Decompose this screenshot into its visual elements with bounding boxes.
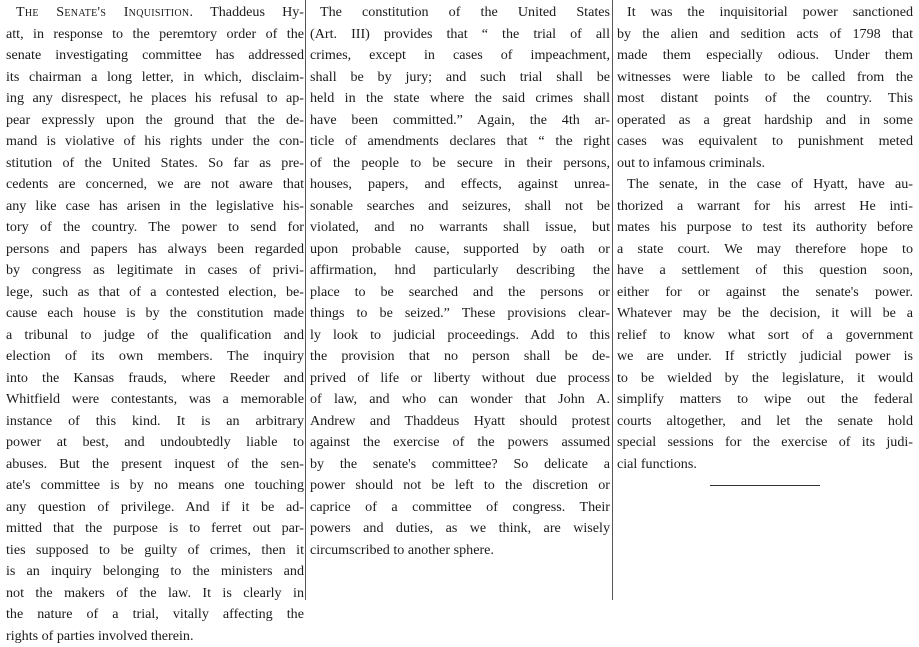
article-text-line: ticle of amendments declares that “ the right [310, 131, 610, 153]
article-text-line: abuses. But the present inquest of the sen- [6, 454, 304, 476]
article-text-line [6, 2, 304, 24]
article-heading: The Senate's Inquisition. [16, 4, 193, 20]
article-text-line: election of its own members. The inquiry [6, 346, 304, 368]
article-text-line: crimes, except in cases of impeachment, [310, 45, 610, 67]
article-text-line: any like case has arisen in the legislative his- [6, 196, 304, 218]
article-text-line: sonable searches and seizures, shall not be [310, 196, 610, 218]
article-text-line: cases was equivalent to punishment meted [617, 131, 913, 153]
article-text-line: ate's committee is by no means one touching [6, 475, 304, 497]
article-text-line: It was the inquisitorial power sanctioned [617, 2, 913, 24]
article-column-2 [310, 2, 610, 561]
article-text-line: The constitution of the United States [310, 2, 610, 24]
article-text-line: power should not be left to the discretion or [310, 475, 610, 497]
column-divider [612, 0, 613, 600]
article-column-3 [617, 2, 913, 486]
article-text-line: witnesses were liable to be called from the [617, 67, 913, 89]
article-text-line: is an inquiry belonging to the ministers and [6, 561, 304, 583]
article-text-line: to be wielded by the legislature, it would [617, 368, 913, 390]
article-text-line: The senate, in the case of Hyatt, have au- [617, 174, 913, 196]
article-text-line: most distant points of the country. This [617, 88, 913, 110]
article-text-line: circumscribed to another sphere. [310, 540, 610, 562]
article-text-line: we are under. If strictly judicial power is [617, 346, 913, 368]
article-text-line: Whitfield were contestants, was a memorable [6, 389, 304, 411]
article-text-line: relief to know what sort of a government [617, 325, 913, 347]
article-text-line: Andrew and Thaddeus Hyatt should protest [310, 411, 610, 433]
article-text-line: not the makers of the law. It is clearly in [6, 583, 304, 605]
article-text-line: special sessions for the exercise of its judi- [617, 432, 913, 454]
article-text-line: a tribunal to judge of the qualification and [6, 325, 304, 347]
article-text-line: by the senate's committee? So delicate a [310, 454, 610, 476]
article-text-line: the nature of a trial, vitally affecting the [6, 604, 304, 626]
article-text-line: cause each house is by the constitution made [6, 303, 304, 325]
article-text-line: cedents are concerned, we are not aware that [6, 174, 304, 196]
article-text-line: ly look to judicial proceedings. Add to this [310, 325, 610, 347]
article-text-line: Thaddeus Hy- [210, 4, 304, 20]
article-text-line: power at best, and undoubtedly liable to [6, 432, 304, 454]
column-divider [305, 0, 306, 600]
article-text-line: upon probable cause, supported by oath or [310, 239, 610, 261]
article-text-line: its chairman a long letter, in which, disclaim- [6, 67, 304, 89]
article-text-line: ties supposed to be guilty of crimes, then it [6, 540, 304, 562]
article-end-rule [710, 485, 820, 486]
article-text-line: against the exercise of the powers assumed [310, 432, 610, 454]
article-text-line: instance of this kind. It is an arbitrary [6, 411, 304, 433]
article-text-line: (Art. III) provides that “ the trial of all [310, 24, 610, 46]
article-text-line: have been committed.” Again, the 4th ar- [310, 110, 610, 132]
article-text-line: lege, such as that of a contested election, be- [6, 282, 304, 304]
article-text-line: of law, and who can wonder that John A. [310, 389, 610, 411]
article-text-line: out to infamous criminals. [617, 153, 913, 175]
article-text-line: rights of parties involved therein. [6, 626, 304, 647]
article-text-line: senate investigating committee has addressed [6, 45, 304, 67]
article-text-line: held in the state where the said crimes shall [310, 88, 610, 110]
article-text-line: tory of the country. The power to send for [6, 217, 304, 239]
article-text-line: by the alien and sedition acts of 1798 that [617, 24, 913, 46]
article-text-line: thorized a warrant for his arrest He inti- [617, 196, 913, 218]
article-text-line: affirmation, hnd particularly describing the [310, 260, 610, 282]
article-text-line: either for or against the senate's power. [617, 282, 913, 304]
article-text-line: powers and duties, as we think, are wisely [310, 518, 610, 540]
article-text-line: a state court. We may therefore hope to [617, 239, 913, 261]
article-text-line: mates his purpose to test its authority before [617, 217, 913, 239]
article-text-line: violated, and no warrants shall issue, but [310, 217, 610, 239]
article-text-line: things to be seized.” These provisions clear- [310, 303, 610, 325]
article-text-line: cial functions. [617, 454, 913, 476]
article-text-line: any question of privilege. And if it be ad- [6, 497, 304, 519]
article-text-line: place to be searched and the persons or [310, 282, 610, 304]
article-text-line: pear expressly upon the ground that the de- [6, 110, 304, 132]
article-text-line: mand is violative of his rights under the con- [6, 131, 304, 153]
article-text-line: prived of life or liberty without due process [310, 368, 610, 390]
article-text-line: operated as a great hardship and in some [617, 110, 913, 132]
article-text-line: shall be by jury; and such trial shall be [310, 67, 610, 89]
article-text-line: have a settlement of this question soon, [617, 260, 913, 282]
article-text-line: persons and papers has always been regarded [6, 239, 304, 261]
article-text-line: att, in response to the peremtory order of the [6, 24, 304, 46]
article-text-line: houses, papers, and effects, against unrea- [310, 174, 610, 196]
article-column-1 [6, 2, 304, 647]
article-text-line: by congress as legitimate in cases of privi- [6, 260, 304, 282]
article-text-line: simplify matters to wipe out the federal [617, 389, 913, 411]
article-text-line: Whatever may be the decision, it will be a [617, 303, 913, 325]
article-text-line: mitted that the purpose is to ferret out par- [6, 518, 304, 540]
article-text-line: the provision that no person shall be de- [310, 346, 610, 368]
article-text-line: stitution of the United States. So far as pre- [6, 153, 304, 175]
article-text-line: made them especially odious. Under them [617, 45, 913, 67]
article-text-line: ing any disrespect, he places his refusal to ap- [6, 88, 304, 110]
article-text-line: courts altogether, and let the senate hold [617, 411, 913, 433]
article-text-line: into the Kansas frauds, where Reeder and [6, 368, 304, 390]
article-text-line: caprice of a committee of congress. Their [310, 497, 610, 519]
article-text-line: of the people to be secure in their persons, [310, 153, 610, 175]
